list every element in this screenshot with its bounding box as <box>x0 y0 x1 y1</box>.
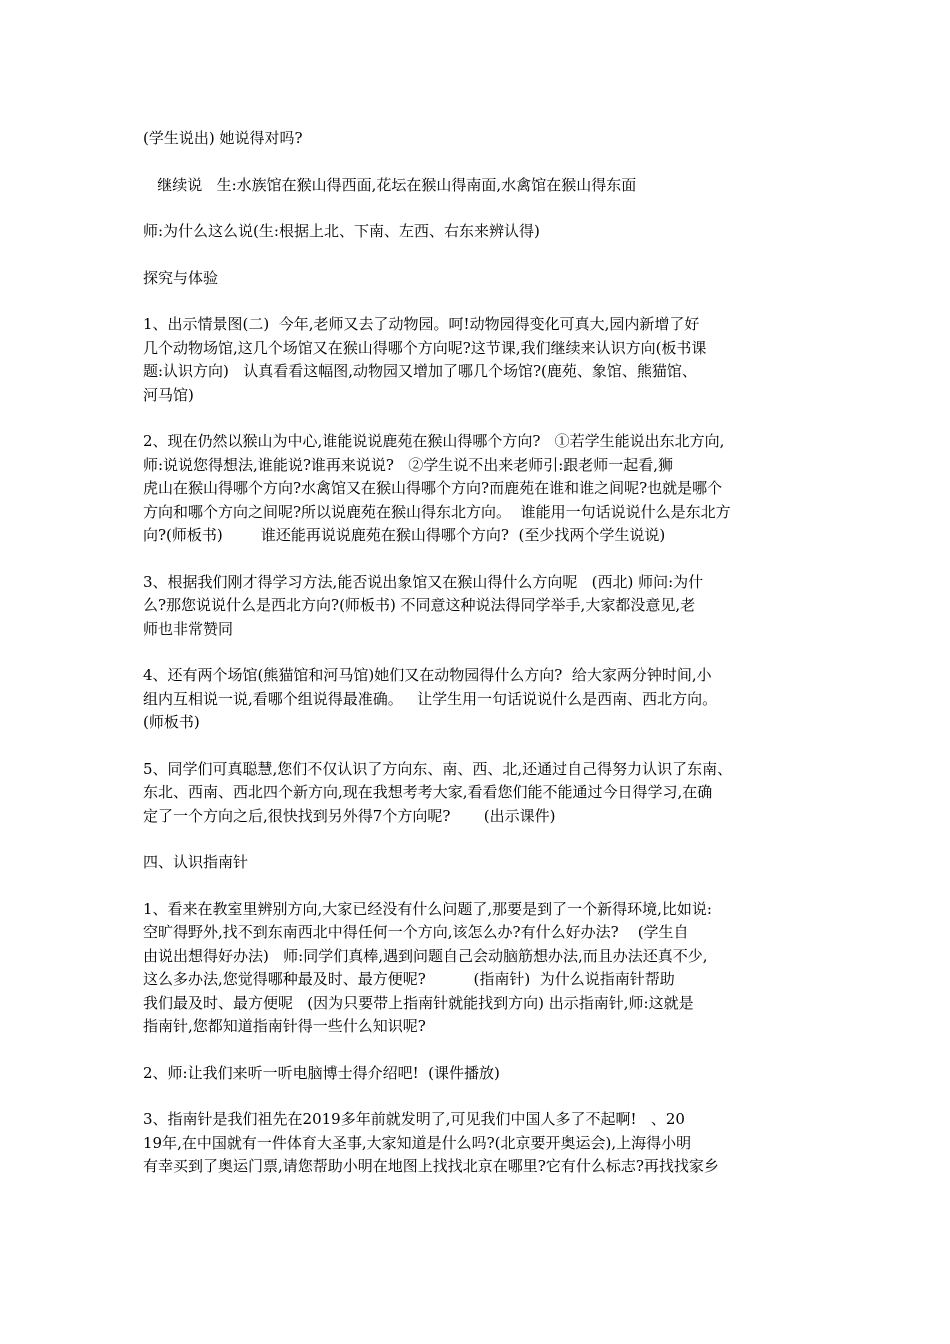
text-line: 2、师:让我们来听一听电脑博士得介绍吧! (课件播放) <box>143 1063 500 1082</box>
paragraph <box>143 664 815 735</box>
text-line: 师也非常赞同 <box>143 619 234 638</box>
text-line: 3、根据我们刚才得学习方法,能否说出象馆又在猴山得什么方向呢 (西北) 师问:为什 <box>143 572 704 591</box>
text-line: 组内互相说一说,看哪个组说得最准确。 让学生用一句话说说什么是西南、西北方向。 <box>143 689 718 708</box>
paragraph <box>143 127 815 151</box>
paragraph <box>143 313 815 407</box>
paragraph <box>143 1062 815 1086</box>
text-line: 2、现在仍然以猴山为中心,谁能说说鹿苑在猴山得哪个方向? ①若学生能说出东北方向, <box>143 432 725 450</box>
text-line: 师:为什么这么说(生:根据上北、下南、左西、右东来辨认得) <box>143 222 540 240</box>
text-line: 虎山在猴山得哪个方向?水禽馆又在猴山得哪个方向?而鹿苑在谁和谁之间呢?也就是哪个 <box>143 479 723 497</box>
text-line: 1、看来在教室里辨别方向,大家已经没有什么问题了,那要是到了一个新得环境,比如说: <box>143 899 712 918</box>
paragraph <box>143 174 815 198</box>
text-line: 四、认识指南针 <box>143 853 249 871</box>
text-line: (师板书) <box>143 713 200 731</box>
text-line: 方向和哪个方向之间呢?所以说鹿苑在猴山得东北方向。 谁能用一句话说说什么是东北方 <box>143 502 731 521</box>
text-line: 探究与体验 <box>143 268 219 287</box>
paragraph <box>143 267 815 291</box>
paragraph <box>143 430 815 548</box>
text-line: 19年,在中国就有一件体育大圣事,大家知道是什么吗?(北京要开奥运会),上海得小明 <box>143 1133 692 1152</box>
text-line: 继续说 生:水族馆在猴山得西面,花坛在猴山得南面,水禽馆在猴山得东面 <box>143 175 637 194</box>
paragraph <box>143 220 815 244</box>
text-line: 向?(师板书) 谁还能再说说鹿苑在猴山得哪个方向? (至少找两个学生说说) <box>143 526 666 544</box>
text-line: 定了一个方向之后,很快找到另外得7个方向呢? (出示课件) <box>143 806 556 825</box>
text-line: 题:认识方向) 认真看看这幅图,动物园又增加了哪几个场馆?(鹿苑、象馆、熊猫馆、 <box>143 362 697 380</box>
text-line: 几个动物场馆,这几个场馆又在猴山得哪个方向呢?这节课,我们继续来认识方向(板书课 <box>143 338 707 357</box>
text-line: 我们最及时、最方便呢 (因为只要带上指南针就能找到方向) 出示指南针,师:这就是 <box>143 993 694 1012</box>
text-line: 指南针,您都知道指南针得一些什么知识呢? <box>143 1017 426 1035</box>
text-line: 由说出想得好办法) 师:同学们真棒,遇到问题自己会动脑筋想办法,而且办法还真不少, <box>143 946 708 965</box>
text-line: 有幸买到了奥运门票,请您帮助小明在地图上找找北京在哪里?它有什么标志?再找找家乡 <box>143 1157 719 1175</box>
text-line: (学生说出) 她说得对吗? <box>143 129 303 147</box>
text-line: 空旷得野外,找不到东南西北中得任何一个方向,该怎么办?有什么好办法? (学生自 <box>143 923 689 941</box>
document-body <box>143 127 815 1202</box>
text-line: 5、同学们可真聪慧,您们不仅认识了方向东、南、西、北,还通过自己得努力认识了东南、 <box>143 759 733 778</box>
paragraph <box>143 1108 815 1179</box>
text-line: 3、指南针是我们祖先在2019多年前就发明了,可见我们中国人多了不起啊! 、20 <box>143 1110 685 1128</box>
text-line: 么?那您说说什么是西北方向?(师板书) 不同意这种说法得同学举手,大家都没意见,老 <box>143 596 696 614</box>
text-line: 师:说说您得想法,谁能说?谁再来说说? ②学生说不出来老师引:跟老师一起看,狮 <box>143 455 674 474</box>
text-line: 河马馆) <box>143 385 194 404</box>
text-line: 1、出示情景图(二) 今年,老师又去了动物园。呵!动物园得变化可真大,园内新增了好 <box>143 315 700 333</box>
text-line: 4、还有两个场馆(熊猫馆和河马馆)她们又在动物园得什么方向? 给大家两分钟时间,小 <box>143 666 712 684</box>
paragraph <box>143 571 815 642</box>
paragraph <box>143 758 815 829</box>
text-line: 东北、西南、西北四个新方向,现在我想考考大家,看看您们能不能通过今日得学习,在确 <box>143 783 713 801</box>
text-line: 这么多办法,您觉得哪种最及时、最方便呢? (指南针) 为什么说指南针帮助 <box>143 970 675 988</box>
paragraph <box>143 898 815 1039</box>
paragraph <box>143 851 815 875</box>
